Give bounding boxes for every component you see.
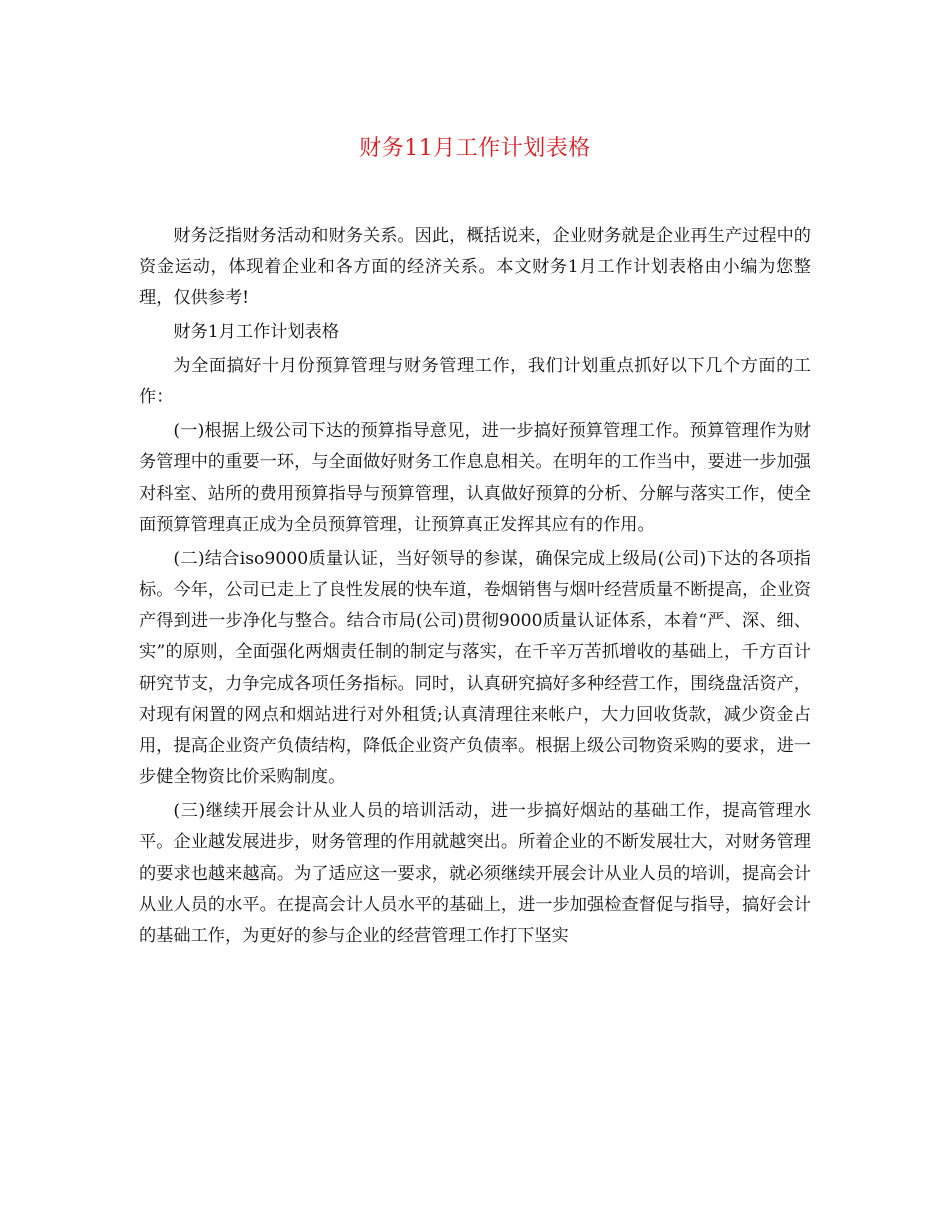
paragraph-item-2: (二)结合iso9000质量认证，当好领导的参谋，确保完成上级局(公司)下达的各项指标。今年，公司已走上了良性发展的快车道，卷烟销售与烟叶经营质量不断提高，企业资产得到进一步净化与整合。结合市局(公司)贯彻9000质量认证体系，本着“严、深、细、实”的原则，全面强化两烟责任制的制定与落实，在千辛万苦抓增收的基础上，千方百计研究节支，力争完成各项任务指标。同时，认真研究搞好多种经营工作，围绕盘活资产，对现有闲置的网点和烟站进行对外租赁;认真清理往来帐户，大力回收货款，减少资金占用，提高企业资产负债结构，降低企业资产负债率。根据上级公司物资采购的要求，进一步健全物资比价采购制度。 [139,548,811,788]
paragraph-lead: 为全面搞好十月份预算管理与财务管理工作，我们计划重点抓好以下几个方面的工作： [139,356,811,408]
paragraph-item-1: (一)根据上级公司下达的预算指导意见，进一步搞好预算管理工作。预算管理作为财务管理中的重要一环，与全面做好财务工作息息相关。在明年的工作当中，要进一步加强对科室、站所的费用预算指导与预算管理，认真做好预算的分析、分解与落实工作，使全面预算管理真正成为全员预算管理，让预算真正发挥其应有的作用。 [139,421,811,535]
document-body [139,221,811,955]
paragraph-subtitle: 财务1月工作计划表格 [173,322,340,343]
document-title: 财务11月工作计划表格 [359,136,591,161]
paragraph-item-3: (三)继续开展会计从业人员的培训活动，进一步搞好烟站的基础工作，提高管理水平。企业越发展进步，财务管理的作用就越突出。所着企业的不断发展壮大，对财务管理的要求也越来越高。为了适应这一要求，就必须继续开展会计从业人员的培训，提高会计从业人员的水平。在提高会计人员水平的基础上，进一步加强检查督促与指导，搞好会计的基础工作，为更好的参与企业的经营管理工作打下坚实 [139,801,811,946]
paragraph-intro: 财务泛指财务活动和财务关系。因此，概括说来，企业财务就是企业再生产过程中的资金运动，体现着企业和各方面的经济关系。本文财务1月工作计划表格由小编为您整理，仅供参考! [139,226,811,309]
